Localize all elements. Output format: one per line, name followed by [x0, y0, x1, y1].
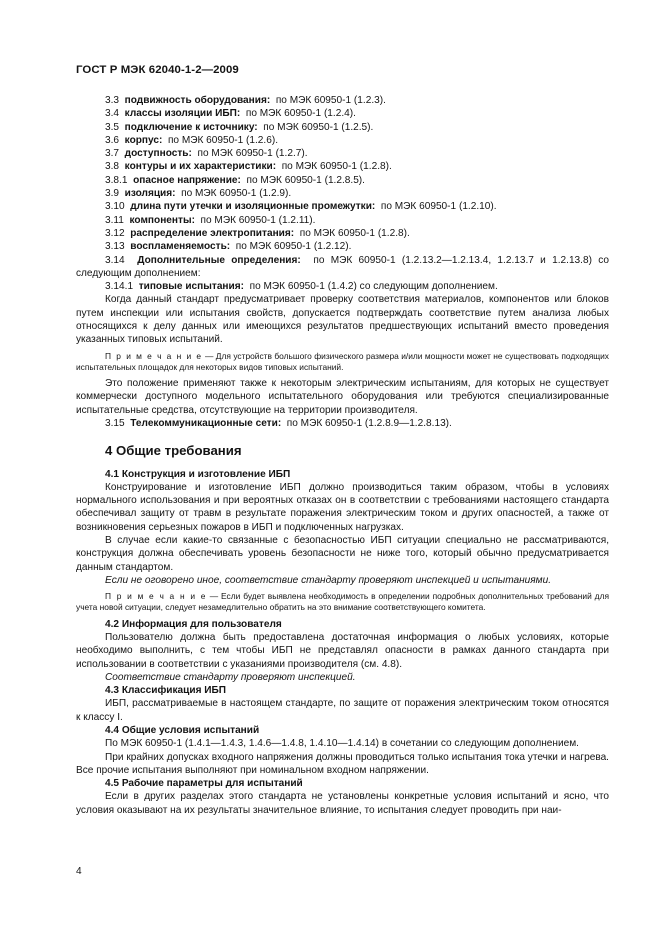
term-item: 3.13 воспламеняемость: по МЭК 60950-1 (1.2.12). [105, 241, 352, 253]
term-item: 3.14 Дополнительные определения: по МЭК 60950-1 (1.2.13.2—1.2.13.4, 1.2.13.7 и 1.2.13.8) со следующим дополнением: [76, 254, 610, 279]
document-header: ГОСТ Р МЭК 62040-1-2—2009 [76, 64, 239, 76]
term-item: 3.9 изоляция: по МЭК 60950-1 (1.2.9). [105, 188, 292, 200]
compliance-paragraph: Соответствие стандарту проверяют инспекцией. [105, 671, 356, 683]
term-item: 3.8 контуры и их характеристики: по МЭК 60950-1 (1.2.8). [105, 161, 392, 173]
note-label: П р и м е ч а н и е [105, 591, 207, 602]
paragraph: Если в других разделах этого стандарта не установлены конкретные условия испытаний и ясно, что условия оказывают на их результаты значительное влияние, то испытания следует проводить при наи- [76, 791, 609, 816]
term-item: 3.11 компоненты: по МЭК 60950-1 (1.2.11). [105, 214, 316, 226]
subsection-heading: 4.2 Информация для пользователя [105, 618, 282, 630]
term-item: 3.12 распределение электропитания: по МЭК 60950-1 (1.2.8). [105, 227, 410, 239]
section-heading: 4 Общие требования [105, 443, 242, 459]
subsection-heading: 4.1 Конструкция и изготовление ИБП [105, 468, 291, 480]
term-item: 3.5 подключение к источнику: по МЭК 60950-1 (1.2.5). [105, 121, 374, 133]
note-label: П р и м е ч а н и е [105, 350, 203, 361]
compliance-paragraph: Если не оговорено иное, соответствие стандарту проверяют инспекцией и испытаниями. [105, 574, 552, 586]
paragraph: При крайних допусках входного напряжения должны проводиться только испытания тока утечки и нагрева. Все прочие испытания выполняют при номинальном входном напряжении. [76, 751, 609, 776]
term-item: 3.8.1 опасное напряжение: по МЭК 60950-1 (1.2.8.5). [105, 174, 365, 186]
document-body [76, 94, 609, 817]
term-item: 3.3 подвижность оборудования: по МЭК 60950-1 (1.2.3). [105, 95, 386, 106]
term-item: 3.6 корпус: по МЭК 60950-1 (1.2.6). [105, 134, 279, 146]
term-item: 3.7 доступность: по МЭК 60950-1 (1.2.7). [105, 148, 308, 160]
paragraph: Когда данный стандарт предусматривает проверку соответствия материалов, компонентов или блоков путем инспекции или испытания свойств, допускается подтверждать соответствие путем анализа любых относящихся к делу данных или имеющихся результатов предшествующих испытаний вместо проведения указанных типовых испытаний. [76, 294, 609, 346]
paragraph: Это положение применяют также к некоторым электрическим испытаниям, для которых не существует коммерчески доступного модельного испытательного оборудования или требуются специализированные испытательные средства, отсутствующие на территории производителя. [76, 378, 609, 416]
note: П р и м е ч а н и е — Для устройств большого физического размера и/или мощности может не существовать подходящих испытательных площадок для некоторых видов типовых испытаний. [76, 350, 609, 372]
paragraph: Конструирование и изготовление ИБП должно производиться таким образом, чтобы в условиях нормального использования и при вероятных отказах он в соответствии с требованиями настоящего стандарта обеспечивал защиту от травм в результате поражения электрическим током и других опасностей, а также от возникновения серьезных пожаров в ИБП и подключенных нагрузках. [76, 481, 609, 533]
paragraph: Пользователю должна быть предоставлена достаточная информация о любых условиях, которые необходимо выполнить, с тем чтобы ИБП не представлял опасности в рамках данного стандарта при использовании в соответствии с указаниями производителя (см. 4.8). [76, 631, 609, 670]
note: П р и м е ч а н и е — Если будет выявлена необходимость в определении подробных дополнительных требований для учета новой ситуации, следует незамедлительно обратить на это внимание соответствующего комитета. [76, 591, 609, 613]
paragraph: По МЭК 60950-1 (1.4.1—1.4.3, 1.4.6—1.4.8, 1.4.10—1.4.14) в сочетании со следующим дополнением. [105, 738, 579, 750]
subsection-heading: 4.5 Рабочие параметры для испытаний [105, 778, 303, 790]
subsection-heading: 4.4 Общие условия испытаний [105, 724, 260, 736]
term-item: 3.10 длина пути утечки и изоляционные промежутки: по МЭК 60950-1 (1.2.10). [105, 201, 497, 213]
subsection-heading: 4.3 Классификация ИБП [105, 685, 227, 697]
term-item: 3.15 Телекоммуникационные сети: по МЭК 60950-1 (1.2.8.9—1.2.8.13). [105, 417, 452, 429]
term-item: 3.4 классы изоляции ИБП: по МЭК 60950-1 (1.2.4). [105, 108, 356, 120]
term-item: 3.14.1 типовые испытания: по МЭК 60950-1 (1.4.2) со следующим дополнением. [105, 281, 498, 293]
paragraph: ИБП, рассматриваемые в настоящем стандарте, по защите от поражения электрическим током относятся к классу I. [76, 698, 609, 723]
paragraph: В случае если какие-то связанные с безопасностью ИБП ситуации специально не рассматриваются, конструкция должна обеспечивать уровень безопасности не ниже того, который обычно предусматривается данным стандартом. [76, 535, 609, 573]
page-number: 4 [76, 866, 82, 877]
